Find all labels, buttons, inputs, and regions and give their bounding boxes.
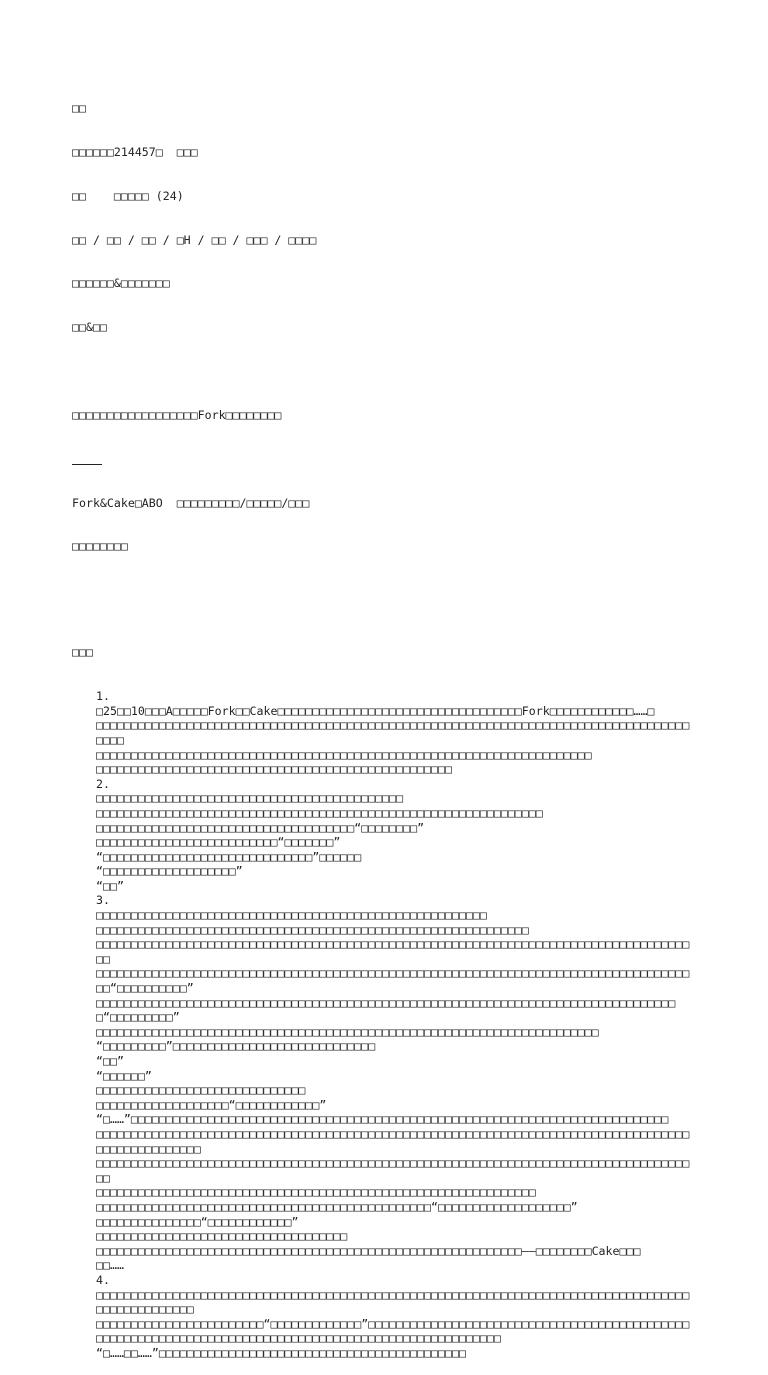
paragraph-line: □□□□□□□□□□□□□□□□□□□□□□□□□□□□□□□□□□□□□□□□□□□□□□□□□□□□□□□□□□□□□□□□□□□□□□□□□□□□□□□□□□□□□□□□□ bbox=[96, 718, 690, 747]
body-sections bbox=[72, 689, 696, 1360]
section-number: 4. bbox=[96, 1272, 110, 1287]
author-note: Fork&Cake□ABO □□□□□□□□□/□□□□□/□□□ bbox=[72, 495, 310, 510]
paragraph-line: □□□□□□□□□□□□□□□□□□□□□□□□□□□□□□□□□□□□□□□□□□□□□□□□“□□□□□□□□□□□□□□□□□□□” bbox=[96, 1199, 578, 1214]
paragraph-line: “□□□□□□□□□”□□□□□□□□□□□□□□□□□□□□□□□□□□□□□ bbox=[96, 1039, 376, 1054]
paragraph-line: □□□□□□□□□□□□□□□□□□□□□□□□□□□□□□□□□□□□□□□□□□□□□□□□□□□□□□□□□□□□□□□□□□□□□□□□ bbox=[96, 1024, 599, 1039]
paragraph-line: □□□□□□□□□□□□□□□□□□□□□□□□□□□□□□□□□□□□□□□□□□□□□□□□□□□□□□□□□□ bbox=[96, 1331, 501, 1346]
paragraph-line: □□□□□□□□□□□□□□□□□□□□□□□□□□□□□□□□□□□□□□□□□□□□□□□□□□□□□□□□□□□□□□□ bbox=[96, 1185, 536, 1200]
paragraph-line: “□□□□□□” bbox=[96, 1068, 152, 1083]
paragraph-line: □□□□□□□□□□□□□□□□□□□□□□□□□□□□□□□□□□□□□□□□□□□□□□□□□□□□□□□□□□□□□□□□□□□□□□□□□□□□□□□□□□□□□□□ bbox=[96, 1156, 690, 1185]
paragraph-line: □□□□□□□□□□□□□□□□□□□□□□□□□□□□□□□□□□□□□□□□□□□□□□□□□□□ bbox=[96, 762, 452, 777]
work-summary: □□□□□□□□□□□□□□□□□□Fork□□□□□□□□ bbox=[72, 407, 282, 422]
paragraph-line: “□……”□□□□□□□□□□□□□□□□□□□□□□□□□□□□□□□□□□□□□□□□□□□□□□□□□□□□□□□□□□□□□□□□□□□□□□□□□□□□□ bbox=[96, 1112, 669, 1127]
section-number: 1. bbox=[96, 689, 110, 704]
work-type: □□ bbox=[72, 101, 86, 116]
work-pairing: □□□□□□&□□□□□□□ bbox=[72, 276, 170, 291]
paragraph-line: □□□□□□□□□□□□□□□□□□□□□□□□□□□□□□□□□□□□□□□□□□□□□□□□□□□□□□□□□□□□□□□□□□□□□□□ bbox=[96, 747, 592, 762]
paragraph-line: □□□□□□□□□□□□□□□□□□□□□□□□□□□□□□□□□□□□□□□□□□□□□□□□□□□□□□□□□□□□□□□□□□□□□□□□□□□□□□□□□□□□□□□□□□□□□□□□□□□ bbox=[96, 1287, 690, 1317]
section-number: 3. bbox=[96, 893, 110, 908]
work-characters: □□&□□ bbox=[72, 320, 107, 335]
document bbox=[72, 72, 696, 1375]
paragraph-line: □□□□□□□□□□□□□□□□□□□□□□□□“□□□□□□□□□□□□□”□□□□□□□□□□□□□□□□□□□□□□□□□□□□□□□□□□□□□□□□□□□□□□ bbox=[96, 1316, 690, 1331]
paragraph-line: □□□□□□□□□□□□□□□□□□□□□□□□□□□□□□□□□□□□□□□□□□□□□□□□□□□□□□□□□□□□□□□□ bbox=[96, 805, 543, 820]
paragraph-line: □□□□□□□□□□□□□□□□□□□□□□□□□□□□□□□□□□□□□“□□□□□□□□” bbox=[96, 820, 425, 835]
paragraph-line: □□□□□□□□□□□□□□□□□□□□□□□□□□□□□□□□□□□□□□□□□□□□□□□□□□□□□□□□□□□□□□□□□□□□□□□□□□□□□□□□□□□□□□□□□□□□□□□□□□□□ bbox=[96, 1126, 690, 1156]
work-stats: □□ □□□□□ (24) bbox=[72, 188, 184, 203]
paragraph-line: □□□□□□□□□□□□□□□□□□□□□□□□□□□□□□□□□□□□□□□□□□□□□□□□□□□□□□□□□□□□□□ bbox=[96, 922, 529, 937]
paragraph-line: □□□□□□□□□□□□□□□□□□□□□□□□□□□□□□□□□□□□□□□□□□□□□□□□□□□□□□□□ bbox=[96, 908, 487, 923]
paragraph-line: □□□□□□□□□□□□□□□□□□□□□□□□□□□□□□□□□□□□□□□□□□□□□□□□□□□□□□□□□□□□□□□□□□□□□□□□□□□□□□□□□□□□“□□□□□□□□□” bbox=[96, 995, 676, 1025]
section-divider bbox=[72, 464, 102, 465]
section-number: 2. bbox=[96, 776, 110, 791]
author-note-continued: □□□□□□□□ bbox=[72, 539, 128, 554]
paragraph-line: “□□” bbox=[96, 878, 124, 893]
paragraph-line: □□□□□□□□□□□□□□□□□□□□□□□□□□□□□□□□□□□□□□□□□□□□□□□□□□□□□□□□□□□□□□□□□□□□□□□□□□□□□□□□□□□□□□□ bbox=[96, 937, 690, 966]
paragraph-line: □□□□□□□□□□□□□□□□□□□□□□□□□□□□□□□□□□□□ bbox=[96, 1229, 348, 1244]
paragraph-line: “□□□□□□□□□□□□□□□□□□□□□□□□□□□□□□”□□□□□□ bbox=[96, 849, 362, 864]
paragraph-line: □□□□□□□□□□□□□□□□□□□□□□□□□□□□□□□□□□□□□□□□□□□□□□□□□□□□□□□□□□□□□□□□□□□□□□□□□□□□□□□□□□□□□□□“□□□□□□□□□□” bbox=[96, 966, 690, 996]
paragraph-line: “□□” bbox=[96, 1054, 124, 1068]
paragraph-line: □□…… bbox=[96, 1258, 124, 1273]
work-tags: □□ / □□ / □□ / □H / □□ / □□□ / □□□□ bbox=[72, 232, 317, 247]
paragraph-line: □□□□□□□□□□□□□□□□□□□□□□□□□□□□□□□□□□□□□□□□□□□□□□□□□□□□□□□□□□□□□——□□□□□□□□Cake□□□ bbox=[96, 1243, 641, 1258]
body-heading: □□□ bbox=[72, 645, 93, 660]
paragraph-line: □□□□□□□□□□□□□□□□□□□□□□□□□□□□□□ bbox=[96, 1083, 306, 1098]
paragraph-line: □25□□10□□□A□□□□□Fork□□Cake□□□□□□□□□□□□□□□□□□□□□□□□□□□□□□□□□□□Fork□□□□□□□□□□□□……□ bbox=[96, 703, 655, 718]
paragraph-line: □□□□□□□□□□□□□□□□□□□“□□□□□□□□□□□□” bbox=[96, 1097, 327, 1112]
paragraph-line: “□□□□□□□□□□□□□□□□□□□” bbox=[96, 864, 243, 879]
paragraph-line: □□□□□□□□□□□□□□□□□□□□□□□□□□□□□□□□□□□□□□□□□□□□ bbox=[96, 791, 404, 806]
work-id: □□□□□□214457□ □□□ bbox=[72, 144, 198, 159]
paragraph-line: □□□□□□□□□□□□□□□□□□□□□□□□□□“□□□□□□□” bbox=[96, 835, 341, 850]
paragraph-line: □□□□□□□□□□□□□□□“□□□□□□□□□□□□” bbox=[96, 1214, 299, 1229]
paragraph-line: “□……□□……”□□□□□□□□□□□□□□□□□□□□□□□□□□□□□□□□□□□□□□□□□□□□ bbox=[96, 1345, 466, 1360]
